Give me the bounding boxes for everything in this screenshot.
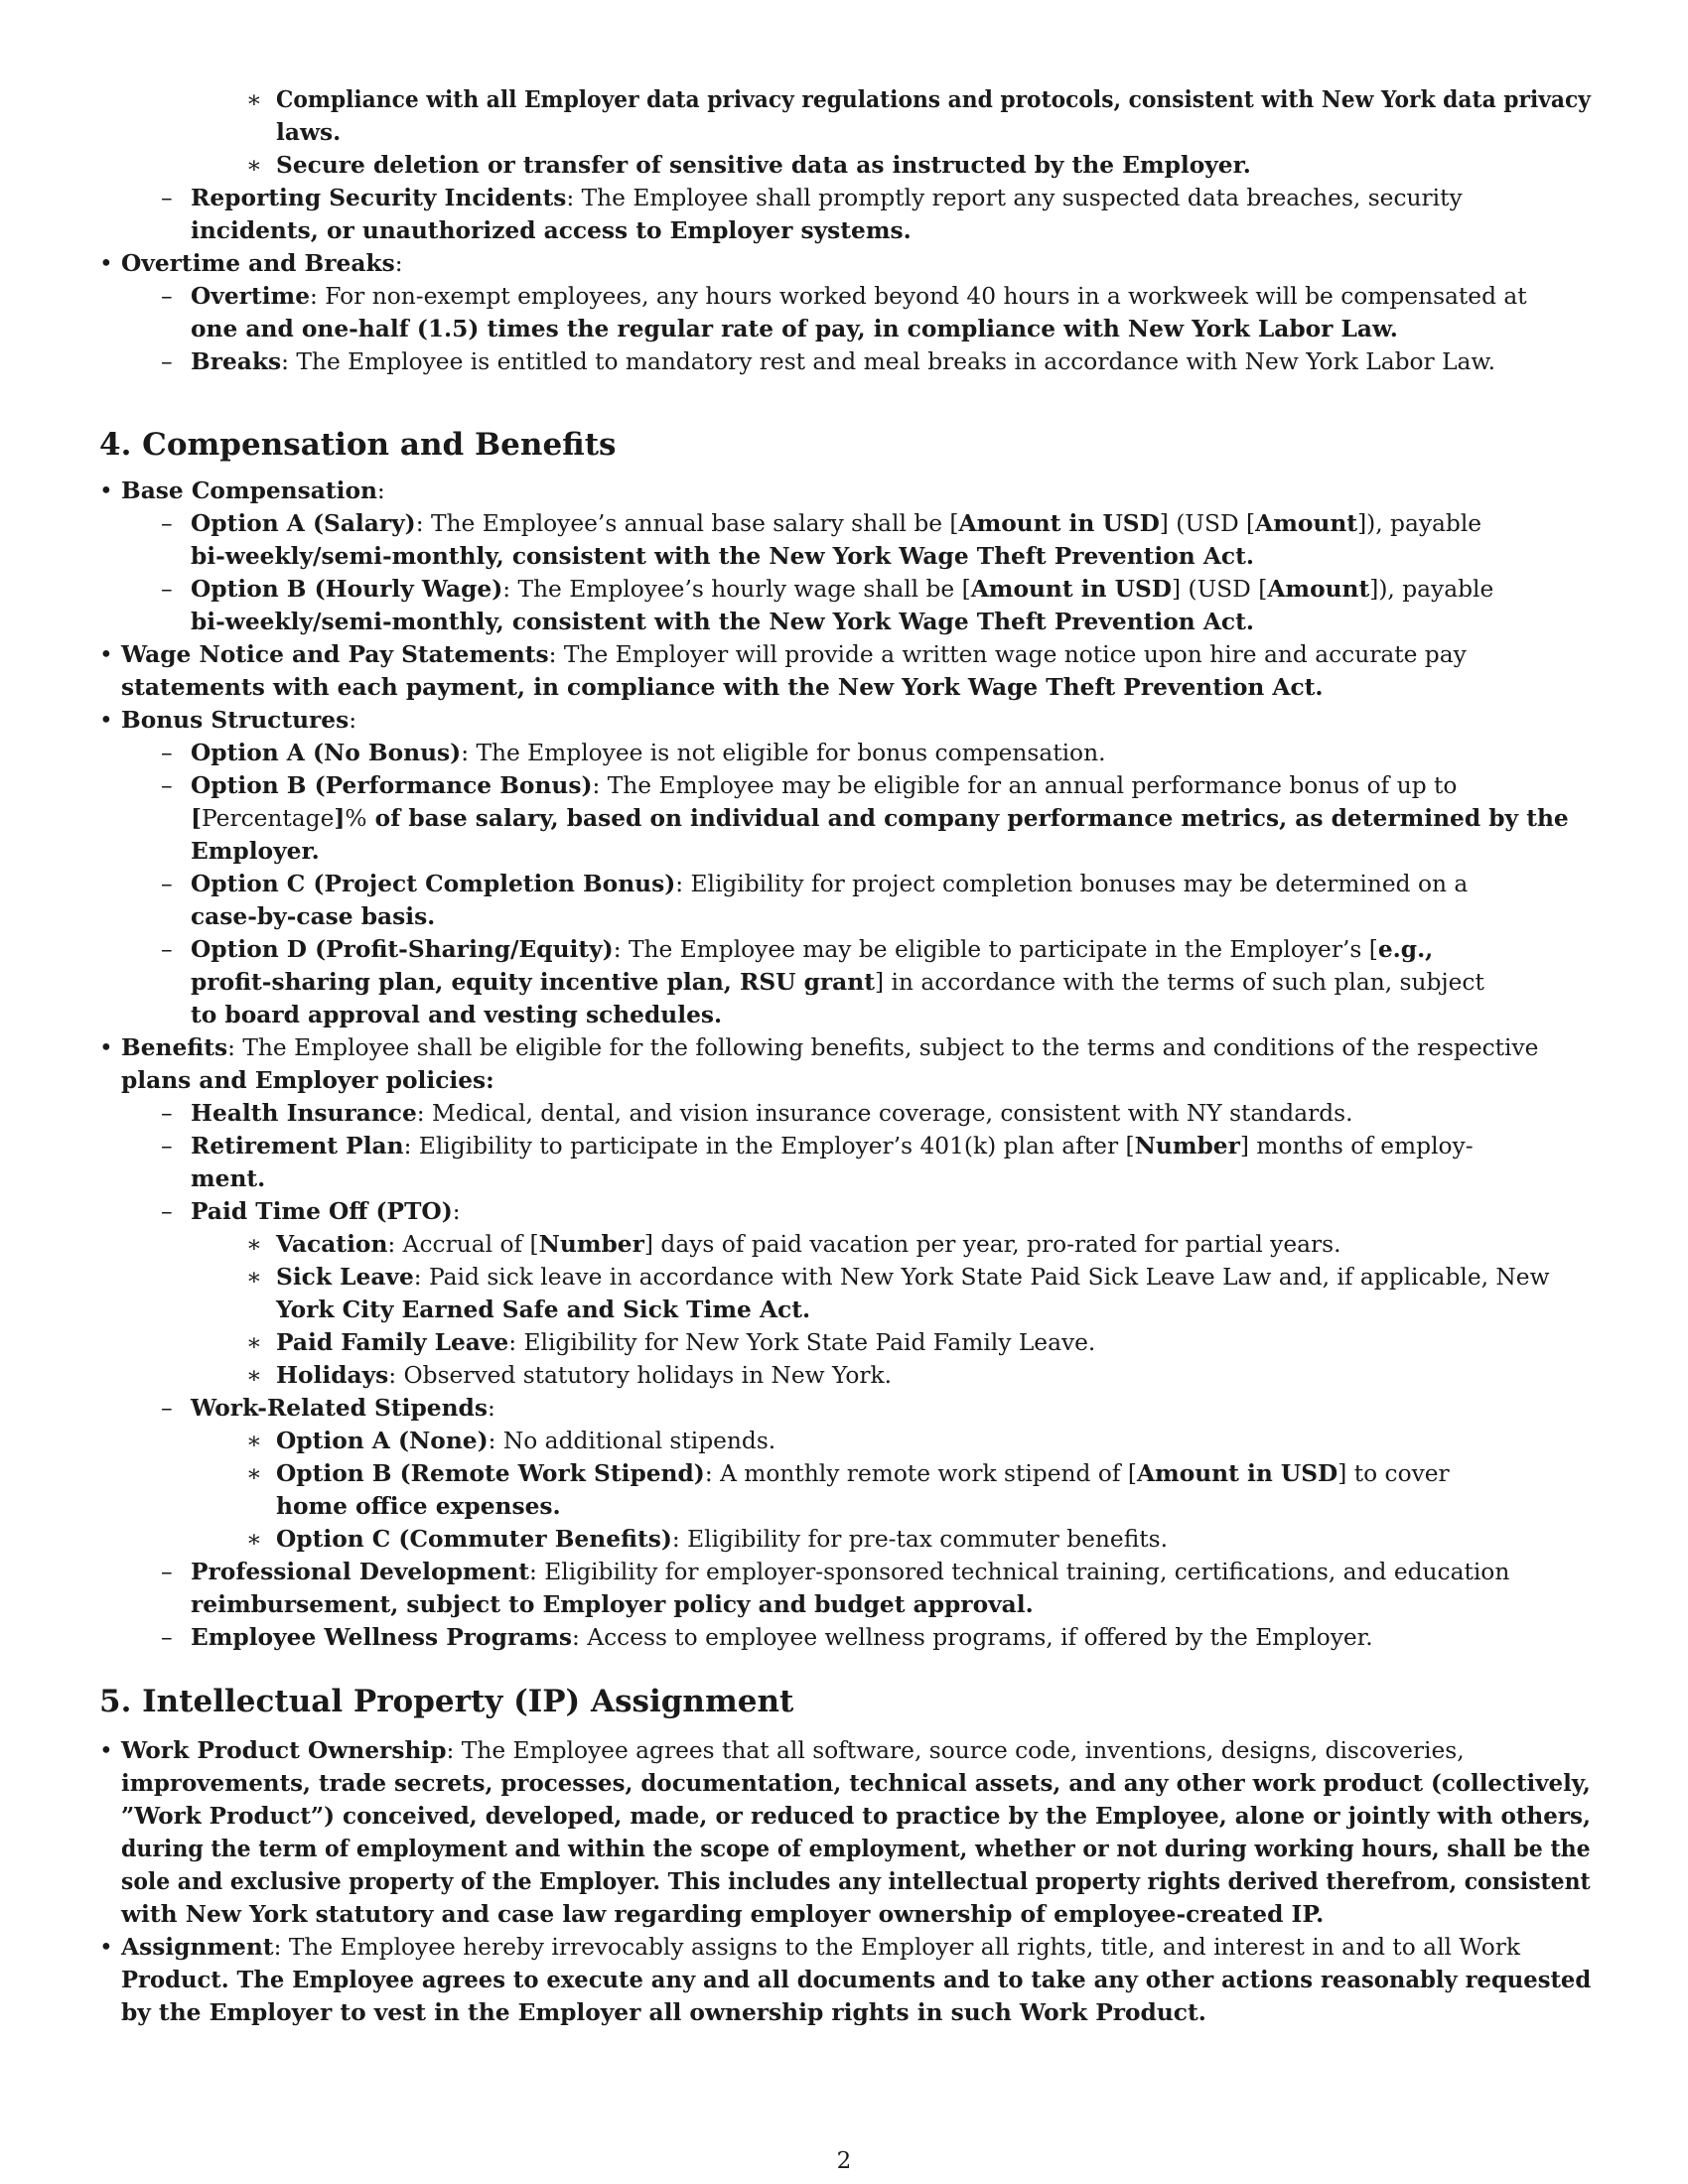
bold-term: one and one-half (1.5) times the regular rate of pay, in compliance with New York Labor Law.	[191, 316, 1398, 342]
text-line	[121, 247, 1591, 280]
bold-term: Option C (Project Completion Bonus)	[191, 871, 676, 897]
bold-term: reimbursement, subject to Employer policy and budget approval.	[191, 1591, 1034, 1618]
bold-term: Employer.	[191, 838, 320, 865]
bold-term: Work-Related Stipends	[191, 1395, 488, 1422]
body-text: :	[487, 1395, 495, 1422]
bold-term: Professional Development	[191, 1559, 530, 1585]
body-text: : Eligibility for project completion bonuses may be determined on a	[675, 871, 1469, 897]
body-text: ] to cover	[1337, 1460, 1450, 1487]
text-line	[121, 638, 1591, 671]
bullet-dash: –	[161, 1133, 173, 1160]
text-line	[121, 1931, 1591, 1964]
text-line	[191, 769, 1591, 802]
text-line	[191, 966, 1591, 999]
bullet-dash: –	[161, 1100, 173, 1127]
text-line	[191, 345, 1591, 378]
bold-term: Option D (Profit-Sharing/Equity)	[191, 936, 614, 963]
bold-term: Option A (Salary)	[191, 510, 416, 537]
text-line	[121, 1800, 1592, 1833]
bold-term: Paid Time Off (PTO)	[191, 1198, 453, 1225]
text-line	[191, 606, 1591, 638]
body-text: ]), payable	[1369, 576, 1494, 603]
body-text: :	[452, 1198, 461, 1225]
text-line	[191, 1392, 1591, 1425]
bold-term: Product. The Employee agrees to execute any and all documents and to take any other actions reasonably requested	[121, 1967, 1592, 1993]
bullet-dash: –	[161, 185, 173, 211]
body-text: : The Employee agrees that all software, source code, inventions, designs, discoveries,	[446, 1737, 1465, 1764]
bold-term: laws.	[276, 119, 342, 146]
bullet-dash: –	[161, 1559, 173, 1585]
text-line	[191, 1195, 1591, 1228]
text-line	[121, 1031, 1591, 1064]
text-line	[121, 1767, 1591, 1800]
body-text: Percentage	[202, 805, 335, 832]
body-text: : The Employee may be eligible to participate in the Employer’s [	[613, 936, 1378, 963]
body-text: : Paid sick leave in accordance with New York State Paid Sick Leave Law and, if applicable, New	[413, 1264, 1550, 1291]
body-text: : The Employee is entitled to mandatory rest and meal breaks in accordance with New York Labor Law.	[281, 348, 1496, 375]
bold-term: plans and Employer policies:	[121, 1067, 494, 1094]
bullet-dot: •	[99, 1034, 113, 1061]
bold-term: Benefits	[121, 1034, 228, 1061]
body-text: :	[349, 707, 357, 734]
bullet-dot: •	[99, 1934, 113, 1961]
text-line	[191, 802, 1591, 835]
text-line	[191, 214, 1591, 247]
bold-term: ]	[334, 805, 346, 832]
text-line	[191, 868, 1591, 900]
bold-term: Compliance with all Employer data privacy regulations and protocols, consistent with New York data privacy	[276, 86, 1591, 113]
bold-term: home office expenses.	[276, 1493, 561, 1520]
bold-term: Number	[538, 1231, 644, 1258]
bold-term: Assignment	[121, 1934, 274, 1961]
bold-term: Bonus Structures	[121, 707, 350, 734]
text-line	[276, 1294, 1591, 1326]
bold-term: Overtime and Breaks	[121, 250, 395, 277]
body-text: : Eligibility to participate in the Employer’s 401(k) plan after [	[403, 1133, 1135, 1160]
bullet-dash: –	[161, 348, 173, 375]
bold-term: profit-sharing plan, equity incentive plan, RSU grant	[191, 969, 875, 996]
bold-term: bi-weekly/semi-monthly, consistent with the New York Wage Theft Prevention Act.	[191, 543, 1254, 570]
text-line	[276, 1261, 1591, 1294]
body-text: : The Employee’s annual base salary shall be [	[415, 510, 959, 537]
bold-term: Number	[1134, 1133, 1240, 1160]
bold-term: e.g.,	[1377, 936, 1434, 963]
bold-term: Sick Leave	[276, 1264, 414, 1291]
bullet-dot: •	[99, 641, 113, 668]
bullet-dash: –	[161, 936, 173, 963]
bold-term: by the Employer to vest in the Employer all ownership rights in such Work Product.	[121, 1999, 1206, 2026]
bold-term: statements with each payment, in compliance with the New York Wage Theft Prevention Act.	[121, 674, 1324, 701]
bold-term: Retirement Plan	[191, 1133, 404, 1160]
text-line	[121, 1833, 1591, 1865]
body-text: : The Employee’s hourly wage shall be [	[502, 576, 971, 603]
bold-term: Reporting Security Incidents	[191, 185, 567, 211]
body-text: : Accrual of [	[387, 1231, 539, 1258]
bold-term: Work Product Ownership	[121, 1737, 447, 1764]
text-line	[121, 671, 1591, 704]
bold-term: Option C (Commuter Benefits)	[276, 1526, 672, 1553]
text-line	[276, 1326, 1591, 1359]
text-line	[191, 540, 1591, 573]
bullet-asterisk: ∗	[246, 1264, 262, 1291]
text-line	[276, 1228, 1591, 1261]
body-text: : Eligibility for New York State Paid Family Leave.	[508, 1329, 1096, 1356]
body-text: : Access to employee wellness programs, if offered by the Employer.	[572, 1624, 1373, 1651]
text-line	[191, 737, 1591, 769]
bullet-asterisk: ∗	[246, 1329, 262, 1356]
text-line	[121, 1964, 1592, 1996]
body-text: ]), payable	[1357, 510, 1482, 537]
bold-term: Holidays	[276, 1362, 389, 1389]
section-5-heading: 5. Intellectual Property (IP) Assignment	[99, 1684, 794, 1719]
text-line	[191, 280, 1591, 313]
body-text: : Eligibility for employer-sponsored technical training, certifications, and education	[529, 1559, 1510, 1585]
bold-term: Amount in USD	[958, 510, 1160, 537]
bullet-dash: –	[161, 1395, 173, 1422]
bold-term: bi-weekly/semi-monthly, consistent with the New York Wage Theft Prevention Act.	[191, 609, 1254, 635]
text-line	[191, 1162, 1591, 1195]
bold-term: Vacation	[276, 1231, 388, 1258]
text-line	[191, 835, 1591, 868]
body-text: ] months of employ-	[1239, 1133, 1474, 1160]
text-line	[191, 1097, 1591, 1130]
bullet-dash: –	[161, 283, 173, 310]
body-text: :	[394, 250, 403, 277]
bold-term: ment.	[191, 1165, 266, 1192]
bullet-asterisk: ∗	[246, 1231, 262, 1258]
bullet-dash: –	[161, 510, 173, 537]
body-text: : The Employee is not eligible for bonus compensation.	[461, 740, 1106, 766]
bold-term: Amount in USD	[1136, 1460, 1338, 1487]
bullet-dash: –	[161, 871, 173, 897]
body-text: %	[345, 805, 367, 832]
bold-term: to board approval and vesting schedules.	[191, 1002, 723, 1028]
text-line	[191, 507, 1591, 540]
bold-term: Breaks	[191, 348, 282, 375]
body-text: ] in accordance with the terms of such plan, subject	[874, 969, 1484, 996]
body-text: : Eligibility for pre-tax commuter benefits.	[671, 1526, 1168, 1553]
bullet-asterisk: ∗	[246, 1362, 262, 1389]
text-line	[121, 1064, 1591, 1097]
text-line	[121, 1898, 1591, 1931]
body-text: : No additional stipends.	[488, 1428, 776, 1454]
body-text: : The Employee may be eligible for an annual performance bonus of up to	[592, 772, 1458, 799]
bold-term: during the term of employment and within the scope of employment, whether or not during working hours, shall be the	[121, 1836, 1591, 1862]
body-text: ] (USD [	[1159, 510, 1256, 537]
bullet-dot: •	[99, 250, 113, 277]
bold-term: York City Earned Safe and Sick Time Act.	[276, 1297, 811, 1323]
text-line	[191, 999, 1591, 1031]
bullet-dot: •	[99, 1737, 113, 1764]
text-line	[191, 900, 1591, 933]
text-line	[191, 1621, 1591, 1654]
bold-term: [	[191, 805, 203, 832]
text-line	[191, 933, 1591, 966]
bullet-dash: –	[161, 740, 173, 766]
body-text: : For non-exempt employees, any hours worked beyond 40 hours in a workweek will be compensated at	[310, 283, 1527, 310]
text-line	[191, 1130, 1591, 1162]
body-text: ] (USD [	[1171, 576, 1268, 603]
text-line	[121, 1734, 1591, 1767]
text-line	[121, 475, 1591, 507]
bullet-dash: –	[161, 1624, 173, 1651]
bold-term: Option A (None)	[276, 1428, 489, 1454]
text-line	[191, 573, 1591, 606]
bullet-dash: –	[161, 1198, 173, 1225]
bold-term: Overtime	[191, 283, 311, 310]
bullet-asterisk: ∗	[246, 152, 262, 179]
text-line	[276, 116, 1591, 149]
bold-term: Option B (Hourly Wage)	[191, 576, 503, 603]
section-4-heading: 4. Compensation and Benefits	[99, 427, 617, 463]
bullet-dot: •	[99, 707, 113, 734]
bullet-asterisk: ∗	[246, 1460, 262, 1487]
text-line	[121, 704, 1591, 737]
bold-term: case-by-case basis.	[191, 903, 436, 930]
body-text: : The Employer will provide a written wage notice upon hire and accurate pay	[548, 641, 1467, 668]
bold-term: Option A (No Bonus)	[191, 740, 462, 766]
bold-term: Option B (Performance Bonus)	[191, 772, 593, 799]
bold-term: ”Work Product”) conceived, developed, made, or reduced to practice by the Employee, alone or jointly with others,	[121, 1803, 1592, 1830]
text-line	[276, 1490, 1591, 1523]
bullet-asterisk: ∗	[246, 1428, 262, 1454]
bullet-asterisk: ∗	[246, 86, 262, 113]
text-line	[191, 1556, 1591, 1588]
text-line	[276, 1457, 1591, 1490]
text-line	[191, 182, 1591, 214]
bold-term: Amount	[1255, 510, 1358, 537]
text-line	[276, 1359, 1591, 1392]
body-text: ] days of paid vacation per year, pro-rated for partial years.	[643, 1231, 1341, 1258]
text-line	[191, 313, 1591, 345]
bold-term: of base salary, based on individual and company performance metrics, as determined by the	[366, 805, 1569, 832]
body-text: : The Employee shall be eligible for the following benefits, subject to the terms and conditions of the respective	[227, 1034, 1539, 1061]
bullet-dot: •	[99, 478, 113, 504]
body-text: : Medical, dental, and vision insurance coverage, consistent with NY standards.	[416, 1100, 1353, 1127]
bullet-asterisk: ∗	[246, 1526, 262, 1553]
body-text: : Observed statutory holidays in New York.	[388, 1362, 893, 1389]
body-text: : The Employee hereby irrevocably assigns to the Employer all rights, title, and interest in and to all Work	[273, 1934, 1521, 1961]
bold-term: improvements, trade secrets, processes, documentation, technical assets, and any other work product (collectively,	[121, 1770, 1591, 1797]
body-text: : The Employee shall promptly report any suspected data breaches, security	[566, 185, 1463, 211]
text-line	[276, 149, 1591, 182]
page-number: 2	[836, 2148, 852, 2174]
body-text: :	[376, 478, 385, 504]
text-line	[191, 1588, 1591, 1621]
bold-term: Employee Wellness Programs	[191, 1624, 573, 1651]
bold-term: Amount	[1267, 576, 1370, 603]
bold-term: Secure deletion or transfer of sensitive data as instructed by the Employer.	[276, 152, 1251, 179]
body-text: : A monthly remote work stipend of [	[704, 1460, 1137, 1487]
bold-term: Paid Family Leave	[276, 1329, 509, 1356]
bold-term: Base Compensation	[121, 478, 377, 504]
text-line	[276, 1523, 1591, 1556]
text-line	[121, 1865, 1591, 1898]
text-line	[276, 1425, 1591, 1457]
bullet-dash: –	[161, 576, 173, 603]
bold-term: sole and exclusive property of the Employer. This includes any intellectual property rights derived therefrom, consistent	[121, 1868, 1591, 1895]
bold-term: Option B (Remote Work Stipend)	[276, 1460, 705, 1487]
bold-term: incidents, or unauthorized access to Employer systems.	[191, 217, 912, 244]
text-line	[121, 1996, 1591, 2029]
bold-term: Wage Notice and Pay Statements	[121, 641, 549, 668]
text-line	[276, 83, 1591, 116]
bold-term: with New York statutory and case law regarding employer ownership of employee-created IP.	[121, 1901, 1325, 1928]
bold-term: Amount in USD	[970, 576, 1172, 603]
bullet-dash: –	[161, 772, 173, 799]
bold-term: Health Insurance	[191, 1100, 417, 1127]
